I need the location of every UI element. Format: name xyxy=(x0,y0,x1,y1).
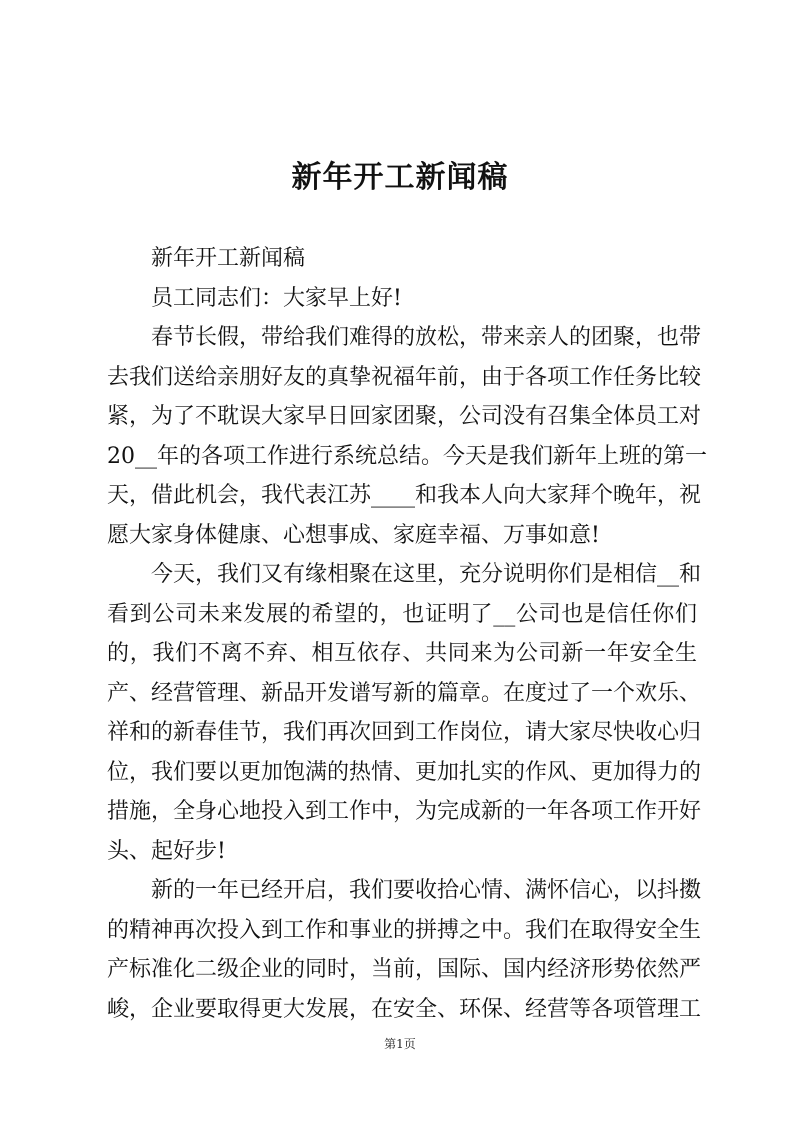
paragraph-line: 20__年的各项工作进行系统总结。今天是我们新年上班的第一 xyxy=(107,443,707,469)
paragraph-line: 今天，我们又有缘相聚在这里，充分说明你们是相信__和 xyxy=(151,562,702,587)
page-number: 第1页 xyxy=(384,1037,416,1051)
document-title: 新年开工新闻稿 xyxy=(291,160,509,195)
paragraph-line: 头、起好步! xyxy=(107,838,226,864)
paragraph-line: 措施，全身心地投入到工作中，为完成新的一年各项工作开好 xyxy=(107,799,702,824)
paragraph-line: 的，我们不离不弃、相互依存、共同来为公司新一年安全生 xyxy=(107,641,697,666)
paragraph-line: 去我们送给亲朋好友的真挚祝福年前，由于各项工作任务比较 xyxy=(107,364,702,390)
paragraph-line: 看到公司未来发展的希望的，也证明了__公司也是信任你们 xyxy=(107,601,697,627)
paragraph-line: 愿大家身体健康、心想事成、家庭幸福、万事如意! xyxy=(107,522,600,548)
paragraph-line: 春节长假，带给我们难得的放松，带来亲人的团聚，也带 xyxy=(151,325,702,350)
paragraph-line: 祥和的新春佳节，我们再次回到工作岗位，请大家尽快收心归 xyxy=(107,720,702,745)
paragraph-line: 的精神再次投入到工作和事业的拼搏之中。我们在取得安全生 xyxy=(107,917,702,943)
paragraph-line: 新的一年已经开启，我们要收拾心情、满怀信心，以抖擞 xyxy=(151,878,702,903)
paragraph-line: 产标准化二级企业的同时，当前，国际、国内经济形势依然严 xyxy=(107,957,702,982)
paragraph-line: 员工同志们：大家早上好! xyxy=(151,285,402,311)
paragraph-line: 峻，企业要取得更大发展，在安全、环保、经营等各项管理工 xyxy=(107,996,702,1022)
paragraph-line: 天，借此机会，我代表江苏____和我本人向大家拜个晚年，祝 xyxy=(107,483,702,508)
paragraph-line: 新年开工新闻稿 xyxy=(151,246,306,271)
paragraph-line: 产、经营管理、新品开发谱写新的篇章。在度过了一个欢乐、 xyxy=(107,680,702,706)
paragraph-line: 紧，为了不耽误大家早日回家团聚，公司没有召集全体员工对 xyxy=(107,404,702,429)
paragraph-line: 位，我们要以更加饱满的热情、更加扎实的作风、更加得力的 xyxy=(107,759,702,785)
document-body xyxy=(107,239,707,1029)
